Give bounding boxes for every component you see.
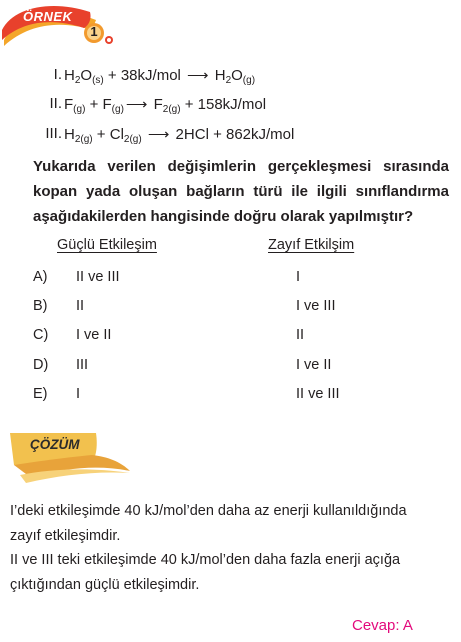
option-strong: II bbox=[76, 298, 85, 314]
reaction-equation: $F_{(g)} + F_{(g)}$ ⟶ $F_{2(g)} + 158kJ/mol$ bbox=[64, 96, 267, 115]
option-strong: III bbox=[76, 357, 89, 373]
example-number: 1 bbox=[90, 24, 98, 39]
reaction-roman: II. bbox=[49, 95, 62, 112]
solution-line: II ve III teki etkileşimde 40 kJ/mol’den daha fazla enerji açığa bbox=[10, 552, 401, 568]
option-weak: II bbox=[296, 327, 305, 343]
option-strong: I bbox=[76, 386, 81, 402]
option-weak: II ve III bbox=[296, 386, 340, 402]
example-label: ÖRNEK bbox=[23, 9, 73, 24]
option-weak: I ve II bbox=[296, 357, 332, 373]
example-badge bbox=[0, 0, 130, 52]
example-badge-graphic bbox=[0, 0, 130, 52]
reaction-equation: $H_{2(g)} + Cl_{2(g)}$ ⟶ 2HCl + 862kJ/mol bbox=[64, 126, 295, 145]
column-header-weak: Zayıf Etkilşim bbox=[268, 237, 355, 253]
solution-text bbox=[10, 499, 450, 597]
column-header-strong: Güçlü Etkileşim bbox=[57, 237, 157, 253]
solution-label: ÇÖZÜM bbox=[30, 437, 80, 452]
option-letter: C) bbox=[33, 327, 49, 343]
solution-line: zayıf etkileşimdir. bbox=[10, 527, 121, 544]
option-letter: A) bbox=[33, 269, 48, 285]
option-strong: II ve III bbox=[76, 269, 120, 285]
answer-label: Cevap: A bbox=[352, 617, 413, 634]
option-letter: B) bbox=[33, 298, 48, 314]
question-text: Yukarıda verilen değişimlerin gerçekleşmesi sırasında kopan yada oluşan bağların türü ile ilgili sınıflandırma aşağıdakilerden hangisinde doğru olarak yapılmıştır? bbox=[33, 158, 449, 225]
solution-line: çıktığından güçlü etkileşimdir. bbox=[10, 576, 200, 593]
reaction-roman: I. bbox=[53, 66, 62, 83]
option-letter: D) bbox=[33, 357, 49, 373]
option-strong: I ve II bbox=[76, 327, 112, 343]
reaction-roman: III. bbox=[45, 125, 62, 142]
reaction-equation: $H_2O_{(s)} + 38kJ/mol$ ⟶ $H_2O_{(g)}$ bbox=[64, 67, 256, 86]
option-weak: I ve III bbox=[296, 298, 336, 314]
solution-line: I’deki etkileşimde 40 kJ/mol’den daha az enerji kullanıldığında bbox=[10, 503, 407, 519]
solution-badge-graphic bbox=[0, 425, 140, 487]
solution-badge bbox=[0, 425, 140, 487]
option-weak: I bbox=[296, 269, 301, 285]
option-letter: E) bbox=[33, 386, 48, 402]
